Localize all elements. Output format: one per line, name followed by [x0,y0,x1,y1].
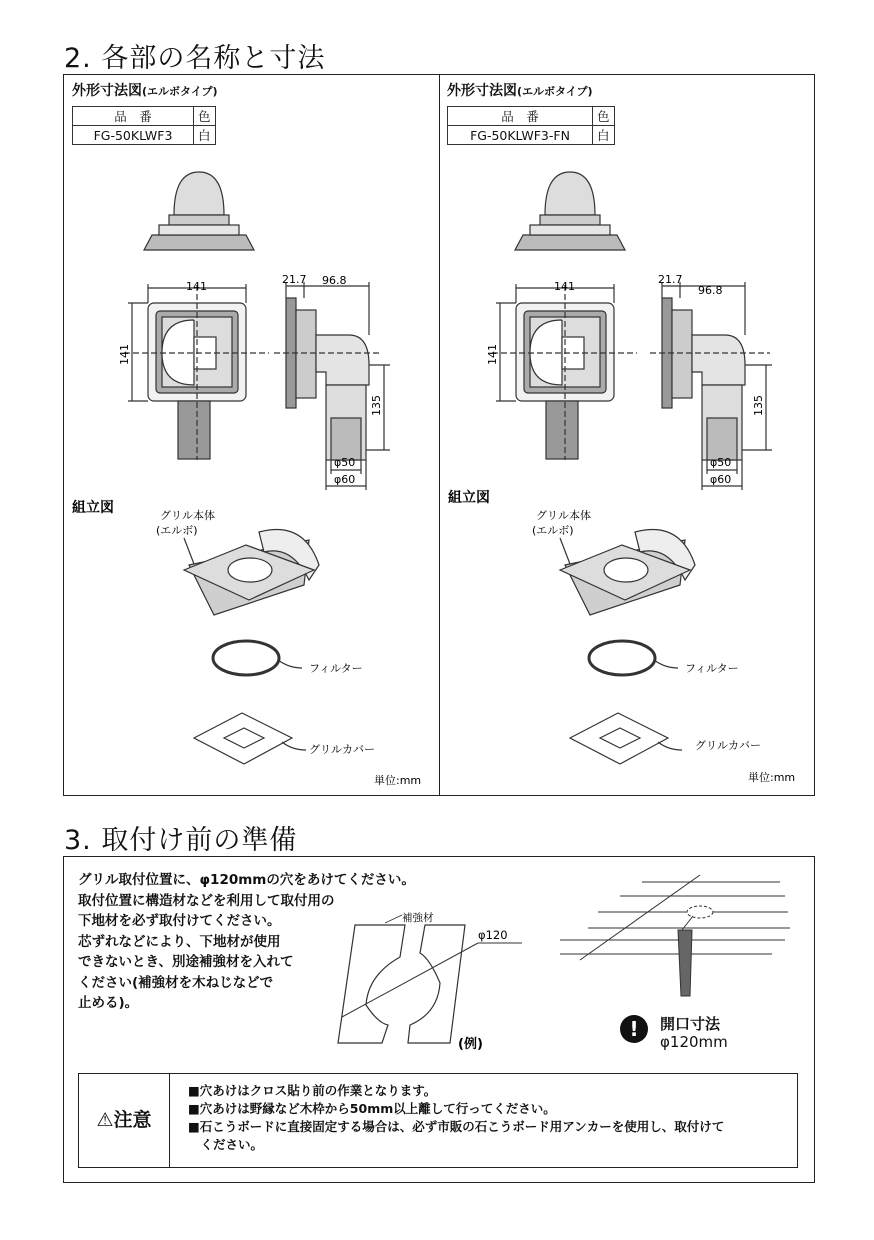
grille-body-sublabel: (エルボ) [156,524,198,537]
part-head: 品 番 [73,107,194,126]
opening-title: 開口寸法 [660,1015,721,1033]
right-outline-title: 外形寸法図 [447,83,517,99]
grille-cover-label: グリルカバー [695,739,761,752]
dim-phi50: φ50 [334,456,356,469]
dim-21-7: 21.7 [658,273,683,286]
section3-title: 3. 取付け前の準備 [64,825,298,856]
instruction-line: 取付位置に構造材などを利用して取付用の [78,892,335,909]
unit-label: 単位:mm [748,771,796,784]
part-color: 白 [194,126,216,145]
grille-cover-label: グリルカバー [309,743,375,756]
left-outline-subtitle: (エルボタイプ) [142,85,218,98]
section2-title: 2. 各部の名称と寸法 [64,43,326,74]
dim-height: 141 [486,344,499,365]
dim-135: 135 [752,395,765,416]
left-outline-heading [72,80,218,100]
instruction-line: ください(補強材を木ねじなどで [78,974,274,991]
left-column [72,80,218,145]
assembly-title: 組立図 [72,500,114,516]
unit-label: 単位:mm [374,774,422,787]
dim-96-8: 96.8 [698,284,723,297]
phi120-label: φ120 [478,928,508,942]
left-drawings [64,160,438,790]
dim-21-7: 21.7 [282,273,307,286]
part-head: 品 番 [448,107,593,126]
assembly-title: 組立図 [448,490,490,506]
dim-phi60: φ60 [710,473,732,486]
color-head: 色 [593,107,615,126]
instruction-line: 芯ずれなどにより、下地材が使用 [78,933,281,950]
caution-item: ■穴あけはクロス貼り前の作業となります。 [188,1083,437,1098]
opening-value: φ120mm [660,1033,728,1051]
left-part-table [72,106,216,145]
dim-phi60: φ60 [334,473,356,486]
caution-item: ください。 [188,1137,264,1152]
caution-divider [169,1074,170,1167]
ceiling-figure [560,870,800,1010]
right-column [447,80,615,145]
part-number: FG-50KLWF3 [73,126,194,145]
caution-title: ⚠注意 [96,1109,152,1131]
reinforcement-figure [330,905,560,1055]
left-outline-title: 外形寸法図 [72,83,142,99]
grille-body-label: グリル本体 [536,509,591,522]
dim-135: 135 [370,395,383,416]
right-drawings [440,160,814,790]
instruction-line: 止める)。 [78,995,139,1011]
dim-96-8: 96.8 [322,274,347,287]
caution-list [188,1082,788,1154]
instruction-line: 下地材を必ず取付けてください。 [78,913,281,929]
part-number: FG-50KLWF3-FN [448,126,593,145]
right-outline-subtitle: (エルボタイプ) [517,85,593,98]
instruction-line: できないとき、別途補強材を入れて [78,954,294,970]
grille-body-label: グリル本体 [160,509,215,522]
right-part-table [447,106,615,145]
grille-body-sublabel: (エルボ) [532,524,574,537]
instruction-line: グリル取付位置に、φ120mmの穴をあけてください。 [78,872,415,888]
dim-width: 141 [186,280,207,293]
filter-label: フィルター [685,662,739,675]
reinforcement-label: 補強材 [402,912,434,924]
part-color: 白 [593,126,615,145]
example-label: (例) [458,1037,483,1052]
dim-phi50: φ50 [710,456,732,469]
color-head: 色 [194,107,216,126]
caution-item: ■石こうボードに直接固定する場合は、必ず市販の石こうボード用アンカーを使用し、取付けて [188,1119,725,1134]
exclamation-icon: ! [620,1015,648,1043]
caution-item: ■穴あけは野縁など木枠から50mm以上離して行ってください。 [188,1101,556,1116]
right-outline-heading [447,80,615,100]
filter-label: フィルター [309,662,363,675]
dim-width: 141 [554,280,575,293]
dim-height: 141 [118,344,131,365]
